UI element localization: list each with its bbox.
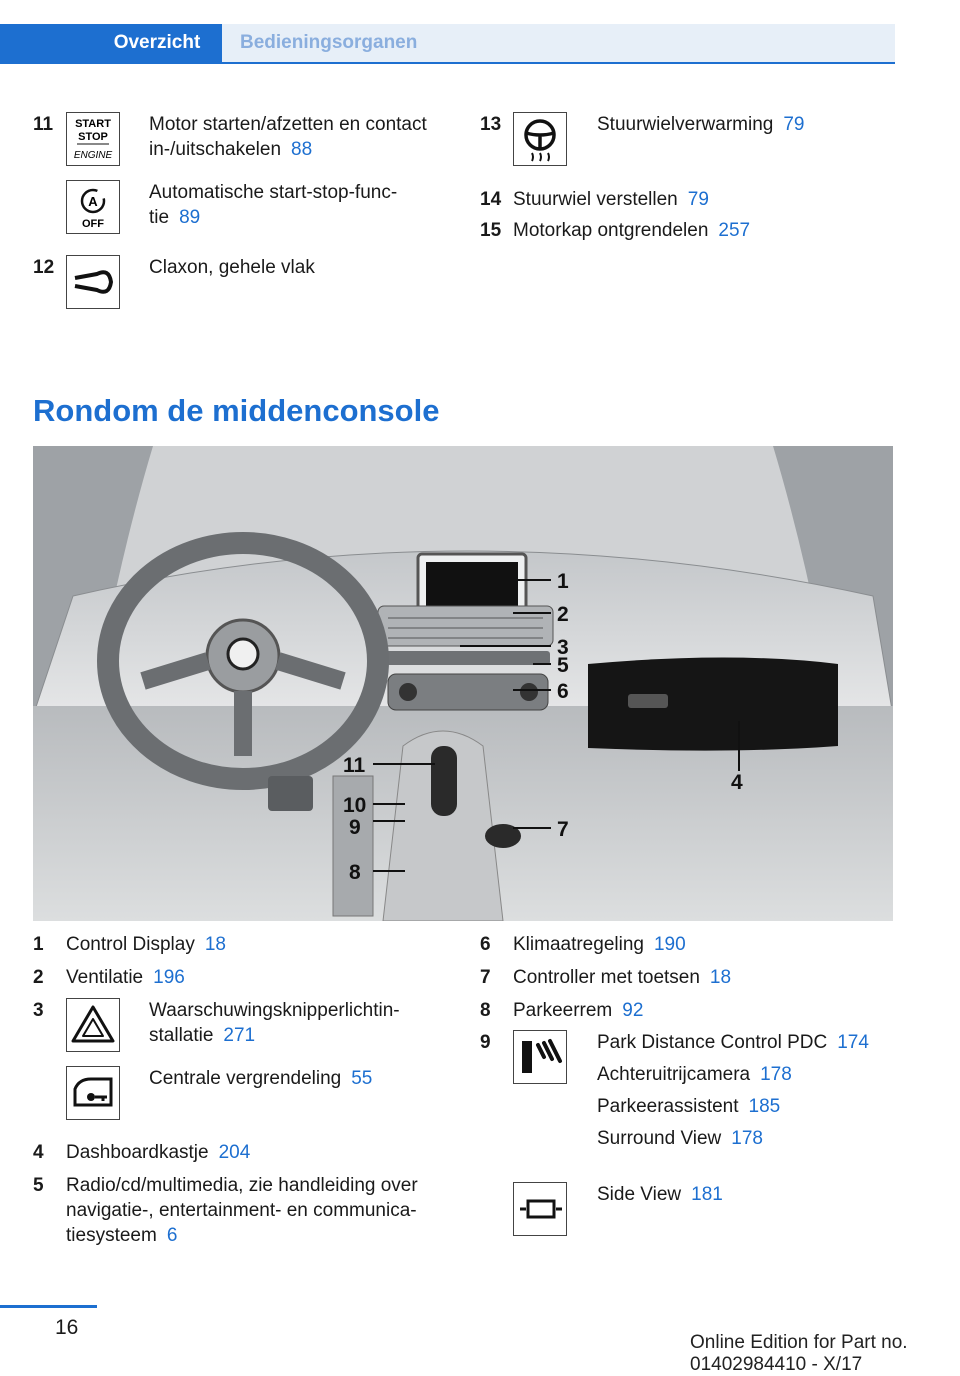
callout-label: 5	[557, 654, 569, 677]
svg-text:STOP: STOP	[78, 131, 108, 143]
page-link[interactable]: 190	[653, 934, 686, 955]
tab-bedieningsorganen[interactable]: Bedieningsorganen	[222, 24, 895, 62]
page-link[interactable]: 79	[783, 114, 805, 135]
steering-wheel-heating-icon	[513, 112, 567, 166]
edition-text: Online Edition for Part no. 01402984410 - X/17	[690, 1332, 908, 1375]
item-number: 1	[33, 934, 44, 955]
page-link[interactable]: 18	[709, 967, 732, 988]
callout-label: 4	[731, 771, 743, 794]
list-item: Achteruitrijcamera 178	[597, 1064, 792, 1085]
callout-label: 7	[557, 818, 569, 841]
list-item: Parkeerrem 92	[513, 1000, 644, 1021]
park-distance-control-icon	[513, 1030, 567, 1084]
page-link[interactable]: 196	[153, 967, 185, 988]
page-link[interactable]: 204	[218, 1142, 251, 1163]
page-link[interactable]: 92	[622, 1000, 644, 1021]
item-number: 14	[480, 189, 502, 210]
item-number: 5	[33, 1175, 44, 1196]
page-link[interactable]: 181	[691, 1184, 723, 1205]
callout-label: 3	[557, 636, 569, 659]
section-title: Rondom de middenconsole	[33, 393, 440, 428]
list-item: Side View 181	[597, 1184, 723, 1205]
page-link[interactable]: 89	[179, 207, 201, 228]
item-number: 7	[480, 967, 491, 988]
callout-label: 1	[557, 570, 569, 593]
list-item: Centrale vergrendeling 55	[149, 1068, 373, 1089]
item-number: 4	[33, 1142, 44, 1163]
page-link[interactable]: 55	[351, 1068, 373, 1089]
list-item: Motorkap ontgrendelen 257	[513, 220, 751, 241]
list-item: Stuurwielverwarming 79	[597, 114, 805, 135]
horn-icon	[66, 255, 120, 309]
list-item: Surround View 178	[597, 1128, 763, 1149]
item-number: 8	[480, 1000, 491, 1021]
item-number: 6	[480, 934, 491, 955]
list-item: Ventilatie 196	[66, 967, 185, 988]
central-locking-icon	[66, 1066, 120, 1120]
svg-text:ENGINE: ENGINE	[73, 150, 113, 161]
list-item: Stuurwiel verstellen 79	[513, 189, 709, 210]
list-item: Dashboardkastje 204	[66, 1142, 251, 1163]
svg-text:A: A	[88, 194, 98, 209]
svg-text:START: START	[75, 118, 111, 130]
page-link[interactable]: 79	[687, 189, 709, 210]
item-number: 13	[480, 114, 502, 135]
page-link[interactable]: 6	[166, 1225, 178, 1246]
list-item: Radio/cd/multimedia, zie handleiding over navigatie-, entertainment- en communica- tiesysteem 6	[66, 1175, 418, 1246]
item-number: 3	[33, 1000, 44, 1021]
page-link[interactable]: 88	[291, 139, 313, 160]
page-number: 16	[55, 1316, 79, 1339]
list-item: Claxon, gehele vlak	[149, 257, 315, 278]
callout-label: 8	[349, 861, 361, 884]
side-view-icon	[513, 1182, 567, 1236]
start-stop-engine-icon	[66, 112, 120, 166]
callout-label: 6	[557, 680, 569, 703]
item-number: 15	[480, 220, 502, 241]
list-item: Automatische start-stop-func- tie 89	[149, 182, 398, 228]
page-link[interactable]: 271	[223, 1025, 256, 1046]
list-item: Parkeerassistent 185	[597, 1096, 781, 1117]
page-link[interactable]: 18	[204, 934, 226, 955]
page-link[interactable]: 178	[731, 1128, 763, 1149]
list-item: Motor starten/afzetten en contact in-/uitschakelen 88	[149, 114, 427, 160]
list-item: Park Distance Control PDC 174	[597, 1032, 869, 1053]
item-number: 2	[33, 967, 44, 988]
tab-overzicht[interactable]: Overzicht	[0, 24, 222, 62]
callout-label: 11	[343, 754, 366, 777]
list-item: Klimaatregeling 190	[513, 934, 686, 955]
hazard-warning-icon	[66, 998, 120, 1052]
callout-label: 2	[557, 603, 569, 626]
callout-label: 9	[349, 816, 361, 839]
header-tabs	[0, 24, 895, 64]
footer-rule	[0, 1305, 97, 1308]
page-link[interactable]: 174	[837, 1032, 869, 1053]
auto-start-stop-off-icon	[66, 180, 120, 234]
page-link[interactable]: 178	[760, 1064, 792, 1085]
page-link[interactable]: 185	[748, 1096, 781, 1117]
item-number: 12	[33, 257, 55, 278]
list-item: Control Display 18	[66, 934, 226, 955]
list-item: Waarschuwingsknipperlichtin- stallatie 271	[149, 1000, 400, 1046]
svg-text:OFF: OFF	[82, 218, 104, 230]
item-number: 11	[33, 114, 54, 135]
cockpit-illustration	[33, 446, 893, 921]
list-item: Controller met toetsen 18	[513, 967, 732, 988]
item-number: 9	[480, 1032, 491, 1053]
callout-label: 10	[343, 794, 367, 817]
page-link[interactable]: 257	[718, 220, 751, 241]
